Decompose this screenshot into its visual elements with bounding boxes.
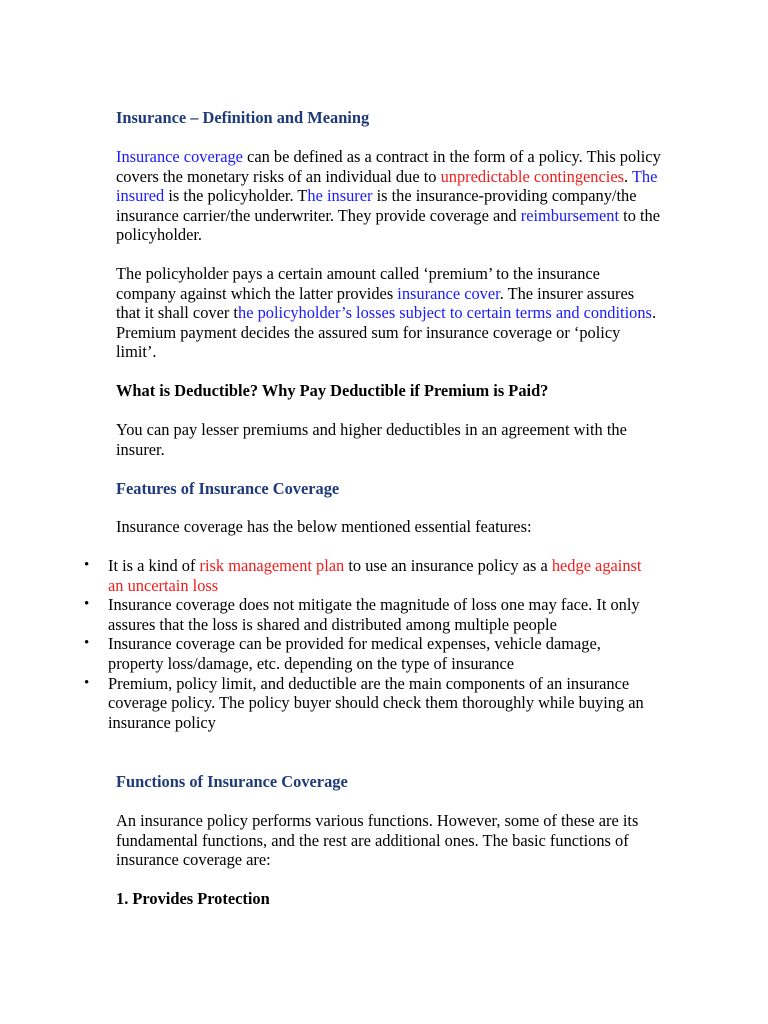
- paragraph-premium: The policyholder pays a certain amount called ‘premium’ to the insurance company against which the latter provides insurance cover. The insurer assures that it shall cover the policyholder’s losses subject to certain terms and conditions. Premium payment decides the assured sum for insurance coverage or ‘policy limit’.: [116, 264, 657, 362]
- list-item: • Insurance coverage does not mitigate the magnitude of loss one may face. It only assures that the loss is shared and distributed among multiple people: [84, 595, 640, 634]
- list-item: • It is a kind of risk management plan to use an insurance policy as a hedge against an uncertain loss: [84, 556, 642, 595]
- list-item: • Insurance coverage can be provided for medical expenses, vehicle damage, property loss/damage, etc. depending on the type of insurance: [84, 634, 601, 673]
- term-the-insurer: he insurer: [307, 186, 373, 206]
- term-the-insured: The insured: [116, 166, 658, 206]
- paragraph-functions: An insurance policy performs various functions. However, some of these are its fundamental functions, and the rest are additional ones. The basic functions of insurance coverage are:: [116, 811, 639, 870]
- list-item: • Premium, policy limit, and deductible are the main components of an insurance coverage policy. The policy buyer should check them thoroughly while buying an insurance policy: [84, 673, 644, 732]
- heading-provides-protection: 1. Provides Protection: [116, 889, 270, 908]
- term-insurance-coverage: Insurance coverage: [116, 147, 243, 166]
- term-hedge: hedge against an uncertain loss: [108, 556, 642, 595]
- term-unpredictable-contingencies: unpredictable contingencies: [440, 166, 624, 186]
- bullet-icon: •: [84, 596, 90, 613]
- bullet-icon: •: [84, 635, 90, 652]
- heading-deductible: What is Deductible? Why Pay Deductible if Premium is Paid?: [116, 381, 549, 400]
- features-list: [0, 556, 700, 732]
- bullet-icon: •: [84, 557, 90, 573]
- term-risk-management-plan: risk management plan: [199, 556, 345, 575]
- heading-insurance-definition: Insurance – Definition and Meaning: [116, 108, 370, 127]
- term-insurance-cover: insurance cover: [397, 283, 500, 303]
- term-policyholder-losses: he policyholder’s losses subject to certain terms and conditions: [238, 303, 652, 323]
- paragraph-features-intro: Insurance coverage has the below mentioned essential features:: [116, 517, 532, 536]
- bullet-icon: •: [84, 674, 90, 691]
- heading-features: Features of Insurance Coverage: [116, 479, 340, 498]
- paragraph-deductible: You can pay lesser premiums and higher deductibles in an agreement with the insurer.: [116, 420, 627, 459]
- heading-functions: Functions of Insurance Coverage: [116, 772, 348, 791]
- paragraph-definition: Insurance coverage can be defined as a contract in the form of a policy. This policy covers the monetary risks of an individual due to unpredictable contingencies. The insured is the policyholder. The insurer is the insurance-providing company/the insurance carrier/the underwriter. They provide coverage and reimbursement to the policyholder.: [116, 147, 661, 245]
- term-reimbursement: reimbursement: [520, 205, 620, 225]
